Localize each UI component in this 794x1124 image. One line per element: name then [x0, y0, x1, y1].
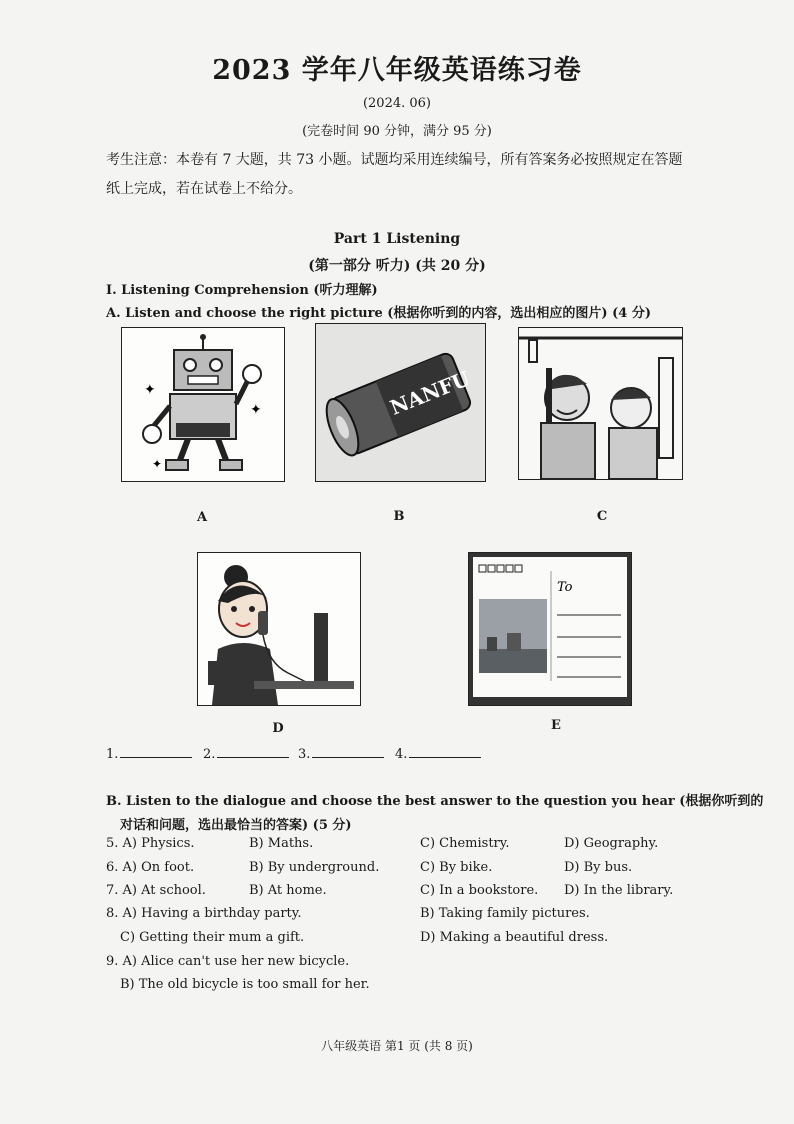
q5-option-d[interactable]: D) Geography. [564, 836, 659, 851]
woman-phone-icon [198, 553, 360, 705]
answer-blank-4[interactable]: 4. [395, 745, 481, 762]
q6-option-b[interactable]: B) By underground. [249, 860, 380, 875]
q6-option-a[interactable]: 6. A) On foot. [106, 860, 195, 875]
part-subtitle: (第一部分 听力) (共 20 分) [308, 258, 486, 274]
picture-b [315, 323, 486, 482]
exam-notice: 考生注意：本卷有 7 大题，共 73 小题。试题均采用连续编号，所有答案务必按照规定在答题纸上完成，若在试卷上不给分。 [106, 152, 683, 197]
battery-brand: NANFU [386, 366, 474, 420]
answer-blank-3[interactable]: 3. [298, 745, 384, 762]
postcard-icon [469, 553, 631, 705]
q7-option-c[interactable]: C) In a bookstore. [420, 883, 539, 898]
answer-blank-2[interactable]: 2. [203, 745, 289, 762]
svg-text:✦: ✦ [152, 457, 163, 471]
q8-option-b[interactable]: B) Taking family pictures. [420, 906, 590, 921]
q6-option-c[interactable]: C) By bike. [420, 860, 493, 875]
q5-option-b[interactable]: B) Maths. [249, 836, 314, 851]
q6-option-d[interactable]: D) By bus. [564, 860, 633, 875]
battery-icon [316, 324, 485, 481]
robot-icon [122, 328, 284, 481]
q5-option-a[interactable]: 5. A) Physics. [106, 836, 195, 851]
q8-option-c[interactable]: C) Getting their mum a gift. [120, 930, 305, 945]
q8-option-a[interactable]: 8. A) Having a birthday party. [106, 906, 302, 921]
q5-option-c[interactable]: C) Chemistry. [420, 836, 510, 851]
postcard-to: To [557, 580, 573, 595]
picture-a [121, 327, 285, 482]
q9-option-b[interactable]: B) The old bicycle is too small for her. [120, 977, 370, 992]
q9-option-a[interactable]: 9. A) Alice can't use her new bicycle. [106, 954, 350, 969]
page-title: 2023 学年八年级英语练习卷 [212, 55, 582, 86]
picture-d [197, 552, 361, 706]
time-note: (完卷时间 90 分钟，满分 95 分) [302, 124, 492, 139]
q7-option-a[interactable]: 7. A) At school. [106, 883, 206, 898]
answer-blank-1[interactable]: 1. [106, 745, 192, 762]
picture-b-label: B [393, 509, 405, 524]
q8-option-d[interactable]: D) Making a beautiful dress. [420, 930, 609, 945]
picture-c [518, 327, 683, 480]
page-footer: 八年级英语 第1 页 (共 8 页) [321, 1039, 473, 1053]
picture-e [468, 552, 632, 706]
picture-d-label: D [272, 721, 284, 736]
people-phone-icon [519, 328, 682, 479]
section-1-title: I. Listening Comprehension (听力理解) [106, 283, 378, 298]
section-a-instruction: A. Listen and choose the right picture (根据你听到的内容，选出相应的图片) (4 分) [106, 306, 651, 321]
picture-c-label: C [596, 509, 608, 524]
svg-text:✦: ✦ [250, 402, 262, 418]
q7-option-d[interactable]: D) In the library. [564, 883, 674, 898]
picture-a-label: A [196, 510, 208, 525]
exam-date: (2024. 06) [362, 96, 432, 111]
svg-text:✦: ✦ [144, 382, 156, 398]
section-b-instruction-2: 对话和问题，选出最恰当的答案) (5 分) [120, 818, 352, 833]
picture-e-label: E [551, 718, 561, 733]
section-b-instruction-1: B. Listen to the dialogue and choose the best answer to the question you hear (根据你听到的 [106, 794, 764, 809]
q7-option-b[interactable]: B) At home. [249, 883, 327, 898]
part-title: Part 1 Listening [333, 231, 461, 247]
